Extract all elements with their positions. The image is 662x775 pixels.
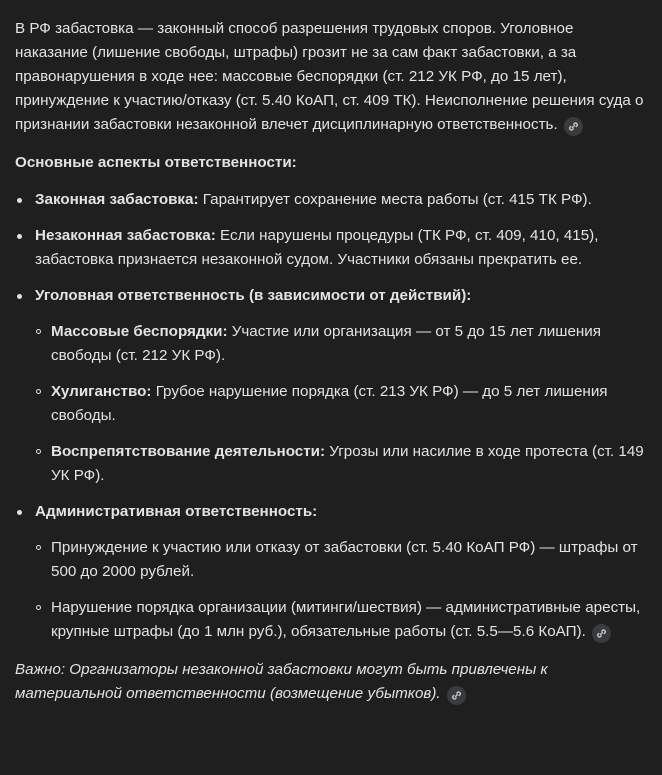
subitem-text: Участие или организация — от 5 до 15 лет лишения свободы (ст. 212 УК РФ). xyxy=(51,323,602,364)
subitem-label: Массовые беспорядки: xyxy=(51,323,228,340)
list-item xyxy=(15,500,647,644)
sublist-item xyxy=(35,320,647,368)
sublist-item xyxy=(35,440,647,488)
list-item xyxy=(15,188,647,212)
list-item xyxy=(15,224,647,272)
response-content xyxy=(15,17,647,706)
sublist-item xyxy=(35,380,647,428)
item-label: Административная ответственность: xyxy=(35,503,318,520)
section-heading: Основные аспекты ответственности: xyxy=(15,154,297,171)
subitem-text: Грубое нарушение порядка (ст. 213 УК РФ) — до 5 лет лишения свободы. xyxy=(51,383,608,424)
aspects-list xyxy=(15,188,647,644)
source-link-chip[interactable] xyxy=(564,117,583,136)
item-label: Законная забастовка: xyxy=(35,191,199,208)
source-link-chip[interactable] xyxy=(592,624,611,643)
intro-text: В РФ забастовка — законный способ разрешения трудовых споров. Уголовное наказание (лишение свободы, штрафы) грозит не за сам факт забастовки, а за правонарушения в ходе нее: массовые беспорядки (ст. 212 УК РФ, до 15 лет), принуждение к участию/отказу (ст. 5.40 КоАП, ст. 409 ТК). Неисполнение решения суда о признании забастовки незаконной влечет дисциплинарную ответственность. xyxy=(15,20,644,133)
important-note xyxy=(15,658,647,706)
item-label: Незаконная забастовка: xyxy=(35,227,216,244)
subitem-label: Воспрепятствование деятельности: xyxy=(51,443,326,460)
item-text: Гарантирует сохранение места работы (ст. 415 ТК РФ). xyxy=(198,191,592,208)
link-icon xyxy=(451,690,462,701)
intro-paragraph xyxy=(15,17,647,137)
link-icon xyxy=(596,628,607,639)
subitem-text: Нарушение порядка организации (митинги/шествия) — административные аресты, крупные штрафы (до 1 млн руб.), обязательные работы (ст. 5.5—5.6 КоАП). xyxy=(51,599,641,640)
source-link-chip[interactable] xyxy=(447,686,466,705)
item-text: Если нарушены процедуры (ТК РФ, ст. 409, 410, 415), забастовка признается незаконной судом. Участники обязаны прекратить ее. xyxy=(35,227,599,268)
subitem-label: Хулиганство: xyxy=(51,383,152,400)
subitem-text: Принуждение к участию или отказу от забастовки (ст. 5.40 КоАП РФ) — штрафы от 500 до 2000 рублей. xyxy=(51,539,638,580)
admin-sublist xyxy=(35,536,647,644)
sublist-item xyxy=(35,596,647,644)
sublist-item xyxy=(35,536,647,584)
note-text: Важно: Организаторы незаконной забастовки могут быть привлечены к материальной ответственности (возмещение убытков). xyxy=(15,661,548,702)
criminal-sublist xyxy=(35,320,647,488)
item-label: Уголовная ответственность (в зависимости от действий): xyxy=(35,287,472,304)
link-icon xyxy=(568,121,579,132)
list-item xyxy=(15,284,647,488)
subitem-text: Угрозы или насилие в ходе протеста (ст. 149 УК РФ). xyxy=(51,443,644,484)
